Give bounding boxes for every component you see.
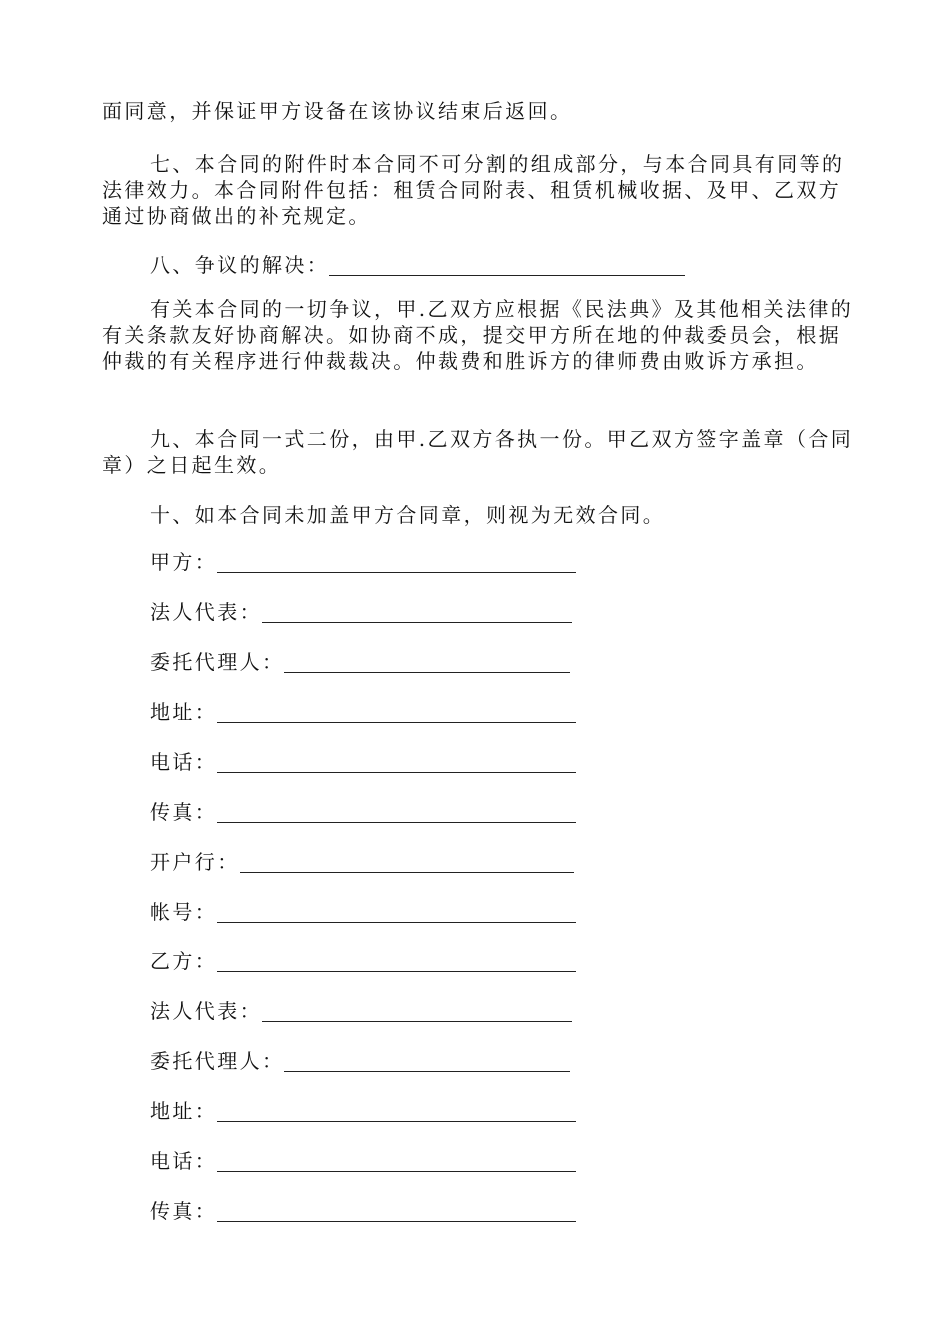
party-a-bank-blank-line (240, 852, 574, 873)
party-a-phone-blank-line (217, 752, 576, 773)
party-b-agent-field (150, 1048, 570, 1074)
party-b-legal-rep-label: 法人代表： (150, 999, 262, 1023)
party-b-address-blank-line (217, 1101, 576, 1122)
party-b-fax-blank-line (217, 1201, 576, 1222)
party-b-label: 乙方： (150, 949, 218, 973)
party-a-account-field (150, 899, 576, 925)
party-a-agent-label: 委托代理人： (150, 650, 285, 674)
party-a-field (150, 549, 576, 575)
party-a-fax-field (150, 799, 576, 825)
party-b-phone-field (150, 1148, 576, 1174)
clause-8-body: 有关本合同的一切争议，甲.乙双方应根据《民法典》及其他相关法律的有关条款友好协商解决。如协商不成，提交甲方所在地的仲裁委员会，根据仲裁的有关程序进行仲裁裁决。仲裁费和胜诉方的律师费由败诉方承担。 (102, 297, 854, 373)
party-b-phone-blank-line (217, 1151, 576, 1172)
party-a-address-field (150, 699, 576, 725)
party-b-agent-label: 委托代理人： (150, 1049, 285, 1073)
party-a-phone-label: 电话： (150, 750, 218, 774)
party-a-fax-blank-line (217, 802, 576, 823)
clause-8-blank-line (329, 255, 685, 276)
party-b-field (150, 948, 576, 974)
party-a-address-blank-line (217, 702, 576, 723)
party-b-agent-blank-line (284, 1051, 570, 1072)
party-a-legal-rep-blank-line (262, 602, 572, 623)
party-a-phone-field (150, 749, 576, 775)
party-a-agent-blank-line (284, 652, 570, 673)
party-a-bank-label: 开户行： (150, 850, 240, 874)
clause-10: 十、如本合同未加盖甲方合同章，则视为无效合同。 (150, 503, 666, 527)
clause-8-heading (150, 252, 685, 278)
party-a-agent-field (150, 649, 570, 675)
party-a-blank-line (217, 552, 576, 573)
party-b-blank-line (217, 951, 576, 972)
party-a-fax-label: 传真： (150, 800, 218, 824)
party-b-phone-label: 电话： (150, 1149, 218, 1173)
party-b-fax-field (150, 1198, 576, 1224)
party-b-address-label: 地址： (150, 1099, 218, 1123)
party-a-bank-field (150, 849, 574, 875)
party-a-address-label: 地址： (150, 700, 218, 724)
paragraph-continuation: 面同意，并保证甲方设备在该协议结束后返回。 (102, 99, 573, 123)
clause-9: 九、本合同一式二份，由甲.乙双方各执一份。甲乙双方签字盖章（合同章）之日起生效。 (102, 427, 854, 477)
party-b-fax-label: 传真： (150, 1199, 218, 1223)
party-a-account-blank-line (217, 902, 576, 923)
party-b-address-field (150, 1098, 576, 1124)
party-a-legal-rep-label: 法人代表： (150, 600, 262, 624)
clause-8-label: 八、争议的解决： (150, 253, 330, 277)
party-b-legal-rep-blank-line (262, 1001, 572, 1022)
party-a-label: 甲方： (150, 550, 218, 574)
party-b-legal-rep-field (150, 998, 572, 1024)
clause-7: 七、本合同的附件时本合同不可分割的组成部分，与本合同具有同等的法律效力。本合同附件包括：租赁合同附表、租赁机械收据、及甲、乙双方通过协商做出的补充规定。 (102, 152, 845, 228)
party-a-legal-rep-field (150, 599, 572, 625)
party-a-account-label: 帐号： (150, 900, 218, 924)
